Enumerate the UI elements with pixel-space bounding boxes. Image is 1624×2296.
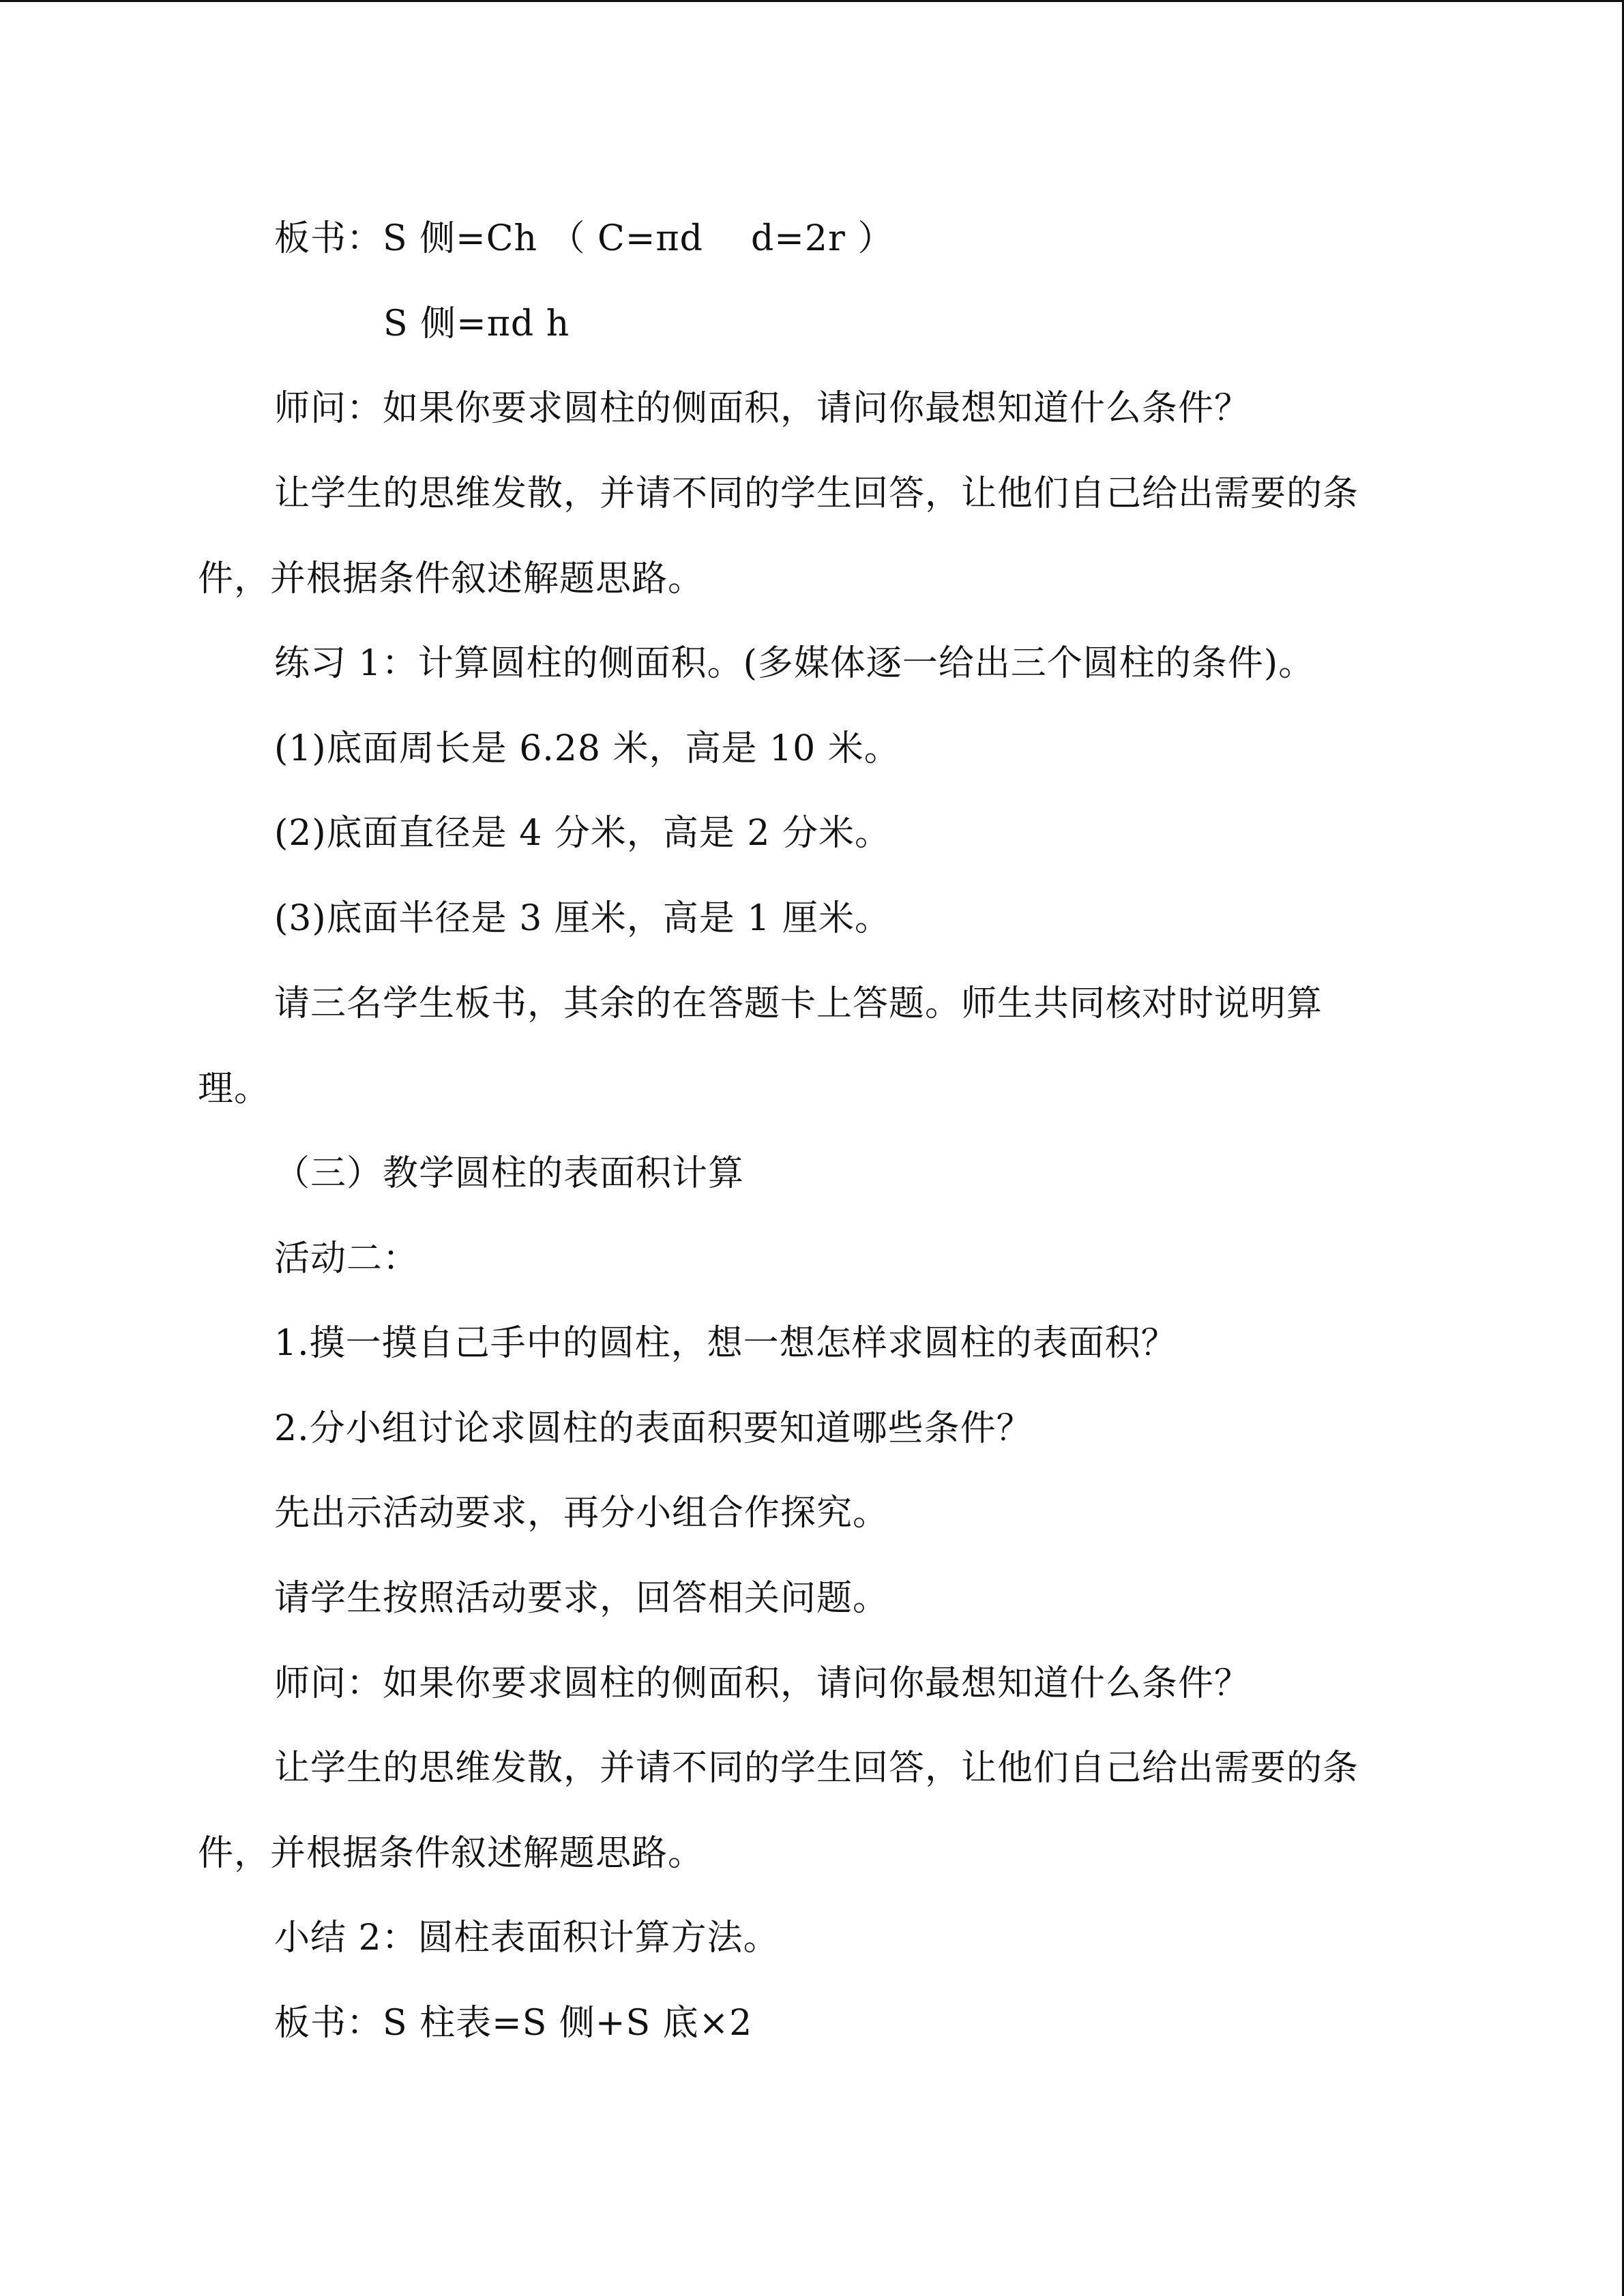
board-formula-lateral-area: 板书：S 侧=Ch （ C=πd d=2r ） <box>274 218 894 259</box>
paragraph-line-continued: 理。 <box>198 1069 271 1109</box>
exercise-item-2: (2)底面直径是 4 分米，高是 2 分米。 <box>274 813 891 854</box>
paragraph-line: 请学生按照活动要求，回答相关问题。 <box>274 1578 889 1619</box>
activity-item-2: 2.分小组讨论求圆柱的表面积要知道哪些条件？ <box>274 1408 1033 1449</box>
summary-heading: 小结 2：圆柱表面积计算方法。 <box>274 1918 780 1958</box>
paragraph-line-continued: 件，并根据条件叙述解题思路。 <box>198 558 705 599</box>
board-formula-surface-area: 板书：S 柱表=S 侧+S 底×2 <box>274 2003 753 2044</box>
paragraph-line: 让学生的思维发散，并请不同的学生回答，让他们自己给出需要的条 <box>274 473 1359 514</box>
section-heading: （三）教学圆柱的表面积计算 <box>274 1153 745 1194</box>
exercise-heading: 练习 1：计算圆柱的侧面积。(多媒体逐一给出三个圆柱的条件)。 <box>274 643 1315 684</box>
teacher-question: 师问：如果你要求圆柱的侧面积，请问你最想知道什么条件？ <box>274 1663 1251 1704</box>
activity-heading: 活动二： <box>274 1238 419 1279</box>
exercise-item-1: (1)底面周长是 6.28 米，高是 10 米。 <box>274 728 900 769</box>
paragraph-line-continued: 件，并根据条件叙述解题思路。 <box>198 1833 705 1874</box>
paragraph-line: 先出示活动要求，再分小组合作探究。 <box>274 1493 889 1534</box>
paragraph-line: 让学生的思维发散，并请不同的学生回答，让他们自己给出需要的条 <box>274 1748 1359 1789</box>
teacher-question: 师问：如果你要求圆柱的侧面积，请问你最想知道什么条件？ <box>274 388 1251 429</box>
paragraph-line: 请三名学生板书，其余的在答题卡上答题。师生共同核对时说明算 <box>274 983 1323 1024</box>
board-formula-lateral-area-2: S 侧=πd h <box>383 303 570 344</box>
exercise-item-3: (3)底面半径是 3 厘米，高是 1 厘米。 <box>274 898 891 939</box>
activity-item-1: 1.摸一摸自己手中的圆柱，想一想怎样求圆柱的表面积？ <box>274 1323 1177 1364</box>
page-top-border <box>0 0 1624 2</box>
